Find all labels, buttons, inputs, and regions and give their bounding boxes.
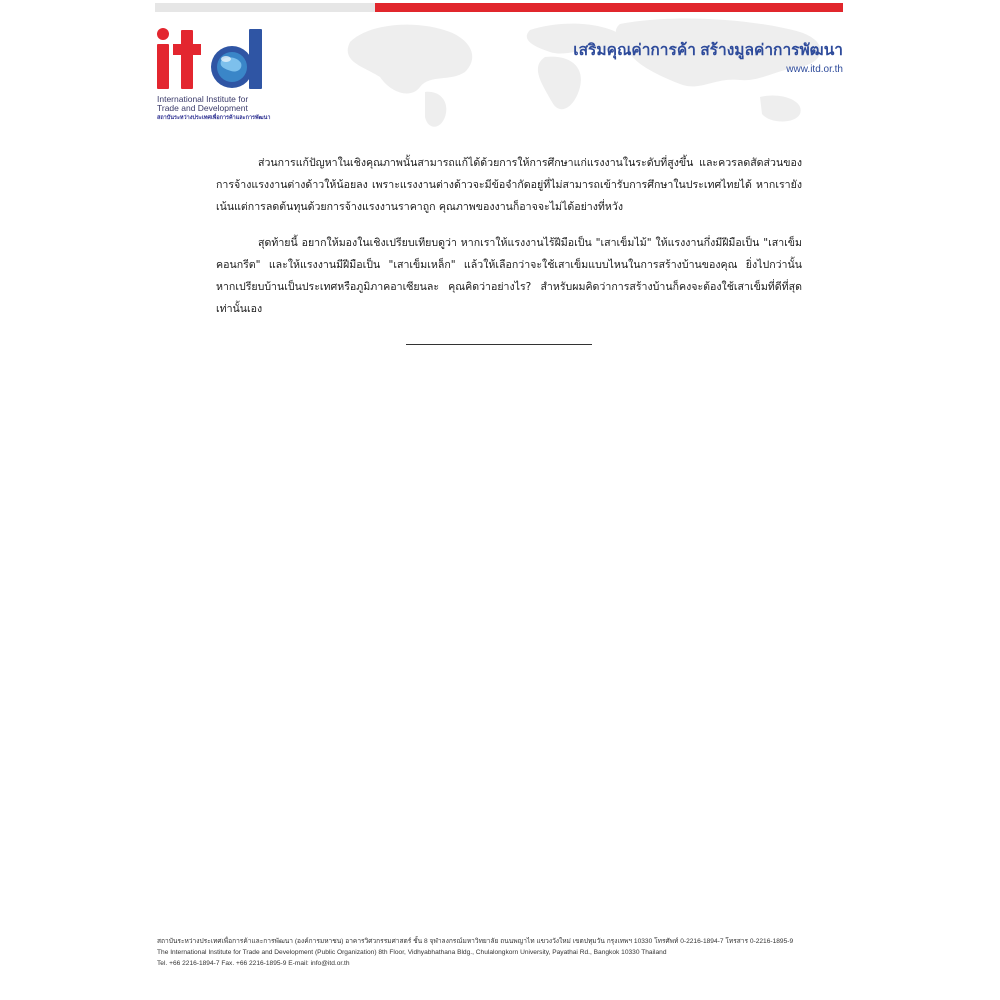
logo-caption bbox=[157, 95, 292, 122]
logo-caption-thai: สถาบันระหว่างประเทศเพื่อการค้าและการพัฒนา bbox=[157, 115, 271, 121]
itd-logo-mark bbox=[155, 27, 275, 93]
body-paragraph-1: ส่วนการแก้ปัญหาในเชิงคุณภาพนั้นสามารถแก้ได้ด้วยการให้การศึกษาแก่แรงงานในระดับที่สูงขึ้น และควรลดสัดส่วนของการจ้างแรงงานต่างด้าวให้น้อยลง เพราะแรงงานต่างด้าวจะมีข้อจำกัดอยู่ที่ไม่สามารถเข้ารับการศึกษาในประเทศไทยได้ หากเรายังเน้นแต่การลดต้นทุนด้วยการจ้างแรงงานราคาถูก คุณภาพของงานก็อาจจะไม่ได้อย่างที่หวัง bbox=[216, 157, 802, 213]
footer-line-thai-address: สถาบันระหว่างประเทศเพื่อการค้าและการพัฒนา (องค์การมหาชน) อาคารวิศวกรรมศาสตร์ ชั้น 8 จุฬาลงกรณ์มหาวิทยาลัย ถนนพญาไท แขวงวังใหม่ เขตปทุมวัน กรุงเทพฯ 10330 โทรศัพท์ 0-2216-1894-7 โทรสาร 0-2216-1895-9 bbox=[157, 938, 794, 945]
end-separator-line bbox=[406, 344, 592, 345]
footer-line-contact: Tel. +66 2216-1894-7 Fax. +66 2216-1895-9 E-mail: info@itd.or.th bbox=[157, 960, 350, 967]
footer-line-english-address: The International Institute for Trade and Development (Public Organization) 8th Floor, Vidhyabhathana Bldg., Chulalongkorn University, Payathai Rd., Bangkok 10330 Thailand bbox=[157, 949, 667, 956]
header-slogan bbox=[573, 37, 843, 75]
page-footer bbox=[157, 936, 847, 969]
slogan-text: เสริมคุณค่าการค้า สร้างมูลค่าการพัฒนา bbox=[573, 42, 843, 59]
globe-icon bbox=[211, 46, 253, 88]
website-link[interactable]: www.itd.or.th bbox=[786, 64, 843, 75]
header-bar-grey bbox=[155, 3, 375, 12]
logo-caption-line1: International Institute for bbox=[157, 94, 249, 104]
itd-logo bbox=[155, 27, 295, 127]
document-body bbox=[216, 152, 802, 320]
header-bar-red bbox=[375, 3, 843, 12]
header-color-bar bbox=[155, 3, 843, 12]
body-paragraph-2: สุดท้ายนี้ อยากให้มองในเชิงเปรียบเทียบดูว่า หากเราให้แรงงานไร้ฝีมือเป็น "เสาเข็มไม้" ให้แรงงานกึ่งมีฝีมือเป็น "เสาเข็มคอนกรีต" และให้แรงงานมีฝีมือเป็น "เสาเข็มเหล็ก" แล้วให้เลือกว่าจะใช้เสาเข็มแบบไหนในการสร้างบ้านของคุณ ยิ่งไปกว่านั้น หากเปรียบบ้านเป็นประเทศหรือภูมิภาคอาเซียนละ คุณคิดว่าอย่างไร? สำหรับผมคิดว่าการสร้างบ้านก็คงจะต้องใช้เสาเข็มที่ดีที่สุดเท่านั้นเอง bbox=[216, 237, 802, 315]
logo-caption-line2: Trade and Development bbox=[157, 103, 248, 113]
